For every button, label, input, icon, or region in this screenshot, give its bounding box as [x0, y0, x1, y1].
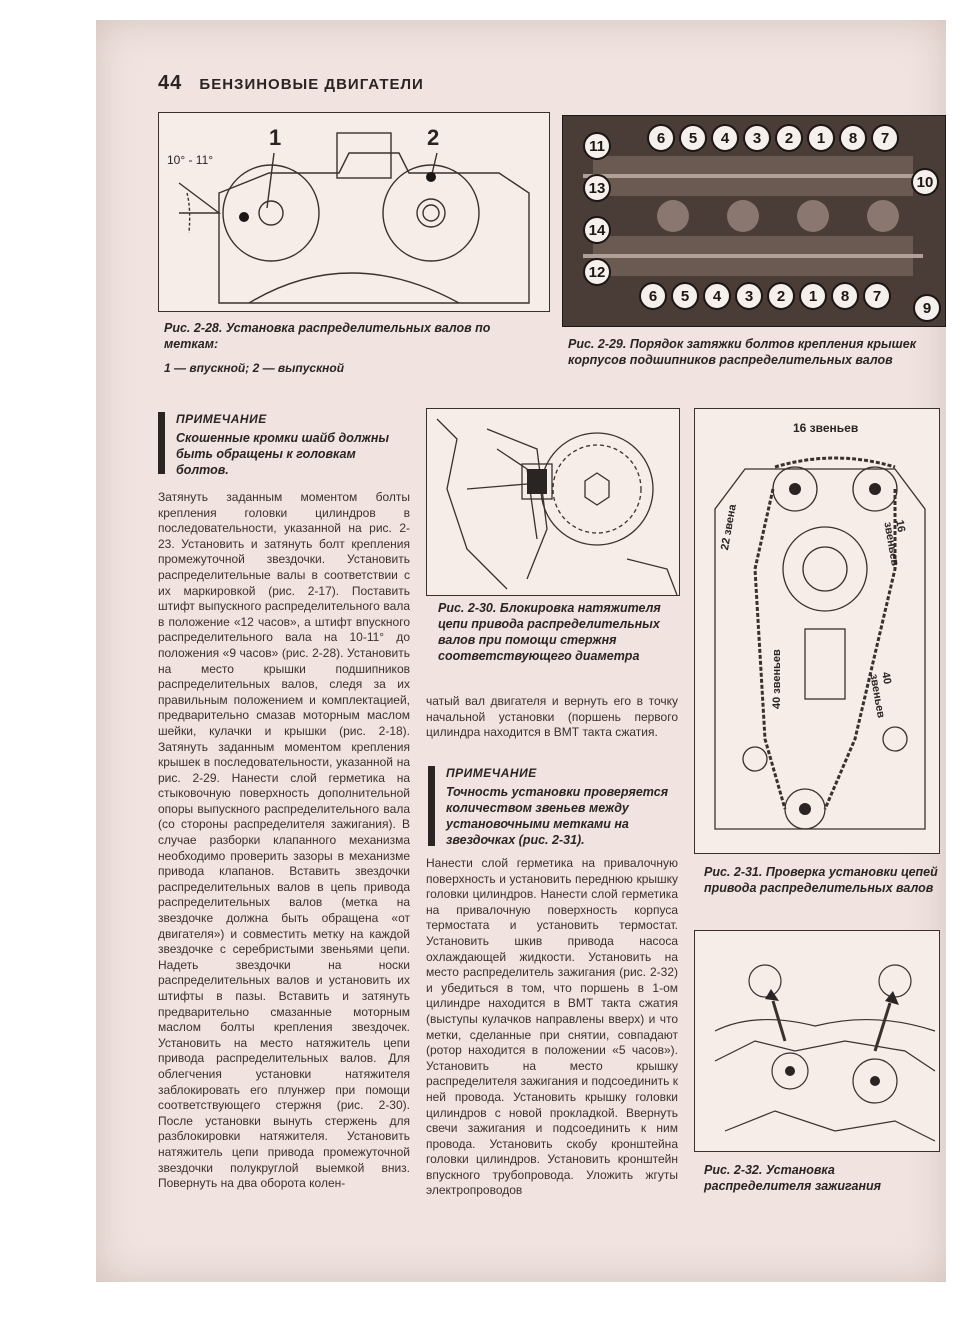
mark-2-label: 2: [427, 125, 440, 150]
bolt-number-12: 12: [583, 258, 611, 286]
bolt-number-6: 6: [639, 282, 667, 310]
figure-2-31: [694, 408, 940, 854]
bolt-number-14: 14: [583, 216, 611, 244]
figure-2-32: [694, 930, 940, 1152]
label-40-links-left: 40 звеньев: [771, 649, 783, 709]
label-40-links-right: 40 звеньев: [867, 671, 894, 719]
bolt-number-13: 13: [583, 174, 611, 202]
bolt-order-left-column: [583, 132, 611, 286]
column-1-paragraph: Затянуть заданным моментом болты крепления головки цилиндров в последовательности, указанной на рис. 2-23. Установить и затянуть болт крепления промежуточной звездочки. Установить распределительные валы в соответствии с их маркировкой (рис. 2-17). Поставить штифт выпускного распределительного вала в положение «12 часов», а штифт впускного распределительного вала на 10-11° до положения «9 часов» (рис. 2-28). Установить на место крышки подшипников распределительных валов, следя за их правильным положением и комплектацией, предварительно смазав моторным маслом шейки, кулачки и крышки (рис. 2-18). Затянуть заданным моментом крепления крышек в последовательности, указанной на рис. 2-29. Нанести слой герметика на стыковочную поверхность дополнительной опоры выпускного распределительного вала (со стороны распределителя зажигания). В случае разборки клапанного механизма необходимо проверить зазоры в механизме привода клапанов. Вставить звездочки распределительных валов в цепь привода распределительных валов (метка на звездочке должна быть обращена «от двигателя») и совместить метку на каждой звездочке с серебристыми звеньями цепи. Надеть звездочки на носки распределительных валов и установить их штифты в пазы. Вставить и затянуть предварительно смазанные моторным маслом болты крепления звездочек. Установить на место натяжитель цепи привода распределительных валов. Для облегчения установки натяжителя заблокировать его плунжер при помощи соответствующего стержня (рис. 2-30). После установки вынуть стержень для разблокировки натяжителя. Установить натяжитель цепи привода промежуточной звездочки полукруглой выемкой вниз. Повернуть на два оборота колен-: [158, 490, 410, 1191]
page-header: [158, 72, 424, 95]
figure-2-30-caption: Рис. 2-30. Блокировка натяжителя цепи привода распределительных валов при помощи стержня соответствующего диаметра: [438, 601, 661, 663]
figure-2-29-caption: Рис. 2-29. Порядок затяжки болтов крепления крышек корпусов подшипников распределительных валов: [568, 337, 917, 367]
note-2-bar: [428, 766, 435, 846]
timing-chain-drawing: [695, 409, 939, 853]
note-2: [428, 766, 678, 846]
note-1-bar: [158, 412, 165, 474]
column-2-paragraph: Нанести слой герметика на привалочную поверхность и установить переднюю крышку головки цилиндров. Нанести слой герметика на привалочную поверхность корпуса термостата и установить термостат. Установить шкив привода насоса охлаждающей жидкости. Установить на место распределитель зажигания (рис. 2-32) и убедиться в том, что поршень в 1-ом цилиндре находится в ВМТ такта сжатия (выступы кулачков направлены вверх) и что метки, сделанные при снятии, совпадают (ротор находится в положении «5 часов»). Установить на место крышку распределителя зажигания и подсоединить к ней провода. Установить крышку головки цилиндров с новой прокладкой. Ввернуть свечи зажигания и подсоединить к ним провода. Установить скобу кронштейна головки цилиндров. Установить кронштейн впускного трубопровода. Уложить жгуты электропроводов: [426, 856, 678, 1198]
bolt-number-1: 1: [799, 282, 827, 310]
bolt-number-8: 8: [839, 124, 867, 152]
page-number: 44: [158, 72, 183, 94]
bolt-number-8: 8: [831, 282, 859, 310]
label-22-links: 22 звена: [719, 503, 739, 552]
bolt-number-3: 3: [743, 124, 771, 152]
note-2-text: Точность установки проверяется количеством звеньев между установочными метками на звездочках (рис. 2-31).: [446, 785, 669, 847]
bolt-number-5: 5: [671, 282, 699, 310]
bolt-number-4: 4: [703, 282, 731, 310]
figure-2-31-caption: Рис. 2-31. Проверка установки цепей привода распределительных валов: [704, 865, 938, 895]
bolt-order-top-row: [647, 124, 899, 152]
figure-2-28-legend: 1 — впускной; 2 — выпускной: [164, 361, 345, 375]
bolt-number-6: 6: [647, 124, 675, 152]
bolt-number-10: 10: [911, 168, 939, 196]
bolt-order-bottom-row: [639, 282, 891, 310]
bolt-number-9: 9: [913, 294, 941, 322]
text-column-2-top: [426, 694, 678, 741]
figure-2-28: [158, 112, 550, 312]
angle-label: 10° - 11°: [167, 153, 214, 167]
mark-1-label: 1: [269, 125, 282, 150]
label-16-links-top: 16 звеньев: [793, 421, 859, 435]
bolt-number-5: 5: [679, 124, 707, 152]
note-1-text: Скошенные кромки шайб должны быть обращены к головкам болтов.: [176, 431, 390, 477]
figure-2-30: [426, 408, 680, 596]
distributor-drawing: [695, 931, 939, 1151]
bolt-number-11: 11: [583, 132, 611, 160]
bolt-number-1: 1: [807, 124, 835, 152]
bolt-number-7: 7: [863, 282, 891, 310]
column-2-continuation: чатый вал двигателя и вернуть его в точку начальной установки (поршень первого цилиндра находится в ВМТ такта сжатия.: [426, 694, 678, 740]
text-column-1: [158, 490, 410, 1192]
bolt-number-3: 3: [735, 282, 763, 310]
bolt-number-4: 4: [711, 124, 739, 152]
bolt-number-2: 2: [775, 124, 803, 152]
bolt-number-2: 2: [767, 282, 795, 310]
figure-2-29-photo: [562, 115, 946, 327]
section-title: БЕНЗИНОВЫЕ ДВИГАТЕЛИ: [199, 76, 424, 93]
note-1: [158, 412, 408, 477]
note-1-title: ПРИМЕЧАНИЕ: [176, 412, 267, 426]
figure-2-28-caption: Рис. 2-28. Установка распределительных валов по меткам:: [164, 321, 491, 351]
figure-2-32-caption: Рис. 2-32. Установка распределителя зажигания: [704, 1163, 881, 1193]
tensioner-lock-drawing: [427, 409, 679, 595]
bolt-number-7: 7: [871, 124, 899, 152]
camshaft-marks-drawing: [159, 113, 549, 311]
label-16-links-right: 16 звеньев: [881, 519, 908, 567]
note-2-title: ПРИМЕЧАНИЕ: [446, 766, 537, 780]
text-column-2: [426, 856, 678, 1199]
